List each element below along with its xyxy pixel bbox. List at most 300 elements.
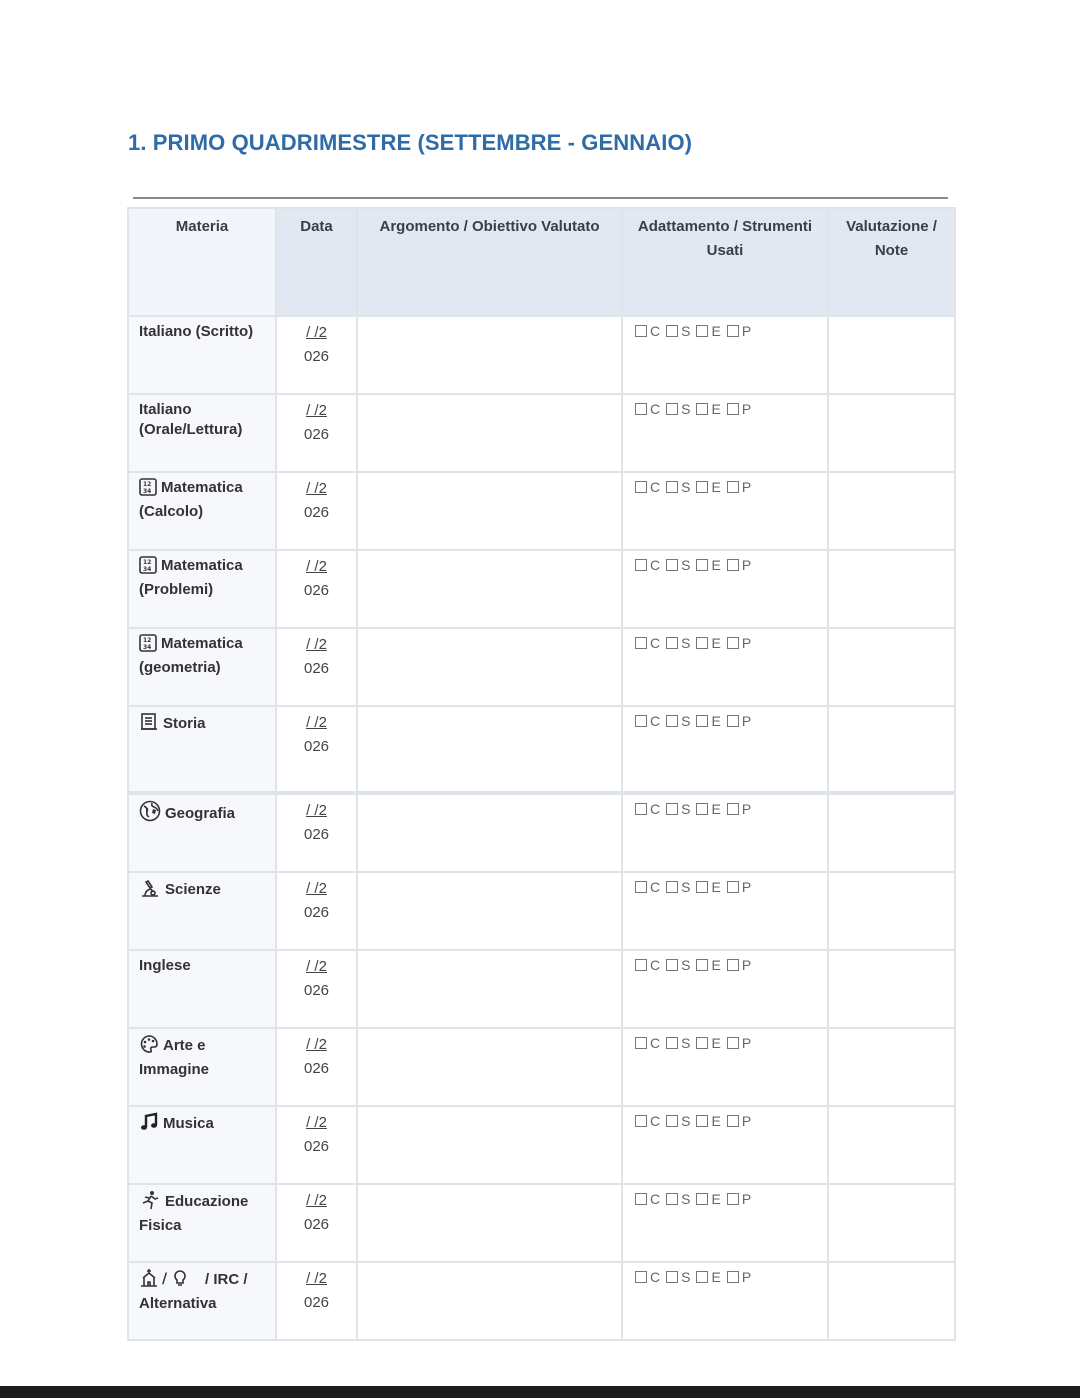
- option-label: P: [741, 479, 752, 495]
- checkbox-icon: [635, 1037, 647, 1049]
- subject-label: / IRC / Alternativa: [139, 1271, 248, 1312]
- table-row: [128, 950, 955, 1028]
- option-label: S: [681, 323, 691, 339]
- option-checkbox[interactable]: [666, 1269, 690, 1285]
- header-argomento: Argomento / Obiettivo Valutato: [357, 208, 622, 316]
- option-label: E: [711, 1269, 721, 1285]
- valutazione-cell[interactable]: [828, 872, 955, 950]
- option-label: C: [650, 1035, 661, 1051]
- option-label: C: [650, 635, 661, 651]
- checkbox-icon: [696, 1037, 708, 1049]
- checkbox-icon: [696, 325, 708, 337]
- checkbox-icon: [727, 481, 739, 493]
- checkbox-icon: [727, 715, 739, 727]
- option-checkbox[interactable]: [727, 1113, 751, 1129]
- option-label: S: [681, 1035, 691, 1051]
- valutazione-cell[interactable]: [828, 1028, 955, 1106]
- date-blank: / /2: [306, 636, 327, 653]
- svg-text:34: 34: [143, 644, 152, 651]
- option-label: C: [650, 557, 661, 573]
- valutazione-cell[interactable]: [828, 472, 955, 550]
- valutazione-cell[interactable]: [828, 793, 955, 872]
- date-cell[interactable]: [276, 628, 357, 706]
- checkbox-icon: [696, 715, 708, 727]
- option-label: E: [711, 713, 721, 729]
- option-label: P: [741, 401, 752, 417]
- adattamento-cell: [622, 950, 828, 1028]
- option-checkbox[interactable]: [635, 1113, 660, 1129]
- argomento-cell[interactable]: [357, 1184, 622, 1262]
- option-checkbox[interactable]: [635, 1035, 660, 1051]
- checkbox-icon: [696, 403, 708, 415]
- checkbox-icon: [666, 637, 678, 649]
- option-label: S: [681, 879, 691, 895]
- valutazione-cell[interactable]: [828, 1262, 955, 1340]
- option-label: P: [741, 557, 752, 573]
- date-blank: / /2: [306, 1192, 327, 1209]
- svg-text:34: 34: [143, 488, 152, 495]
- date-year-suffix: 026: [303, 738, 330, 755]
- option-checkbox[interactable]: [666, 479, 690, 495]
- adattamento-cell: [622, 1028, 828, 1106]
- microscope-icon: [139, 878, 161, 904]
- header-adattamento: Adattamento / Strumenti Usati: [622, 208, 828, 316]
- date-cell[interactable]: [276, 1262, 357, 1340]
- valutazione-cell[interactable]: [828, 706, 955, 793]
- option-label: P: [741, 713, 752, 729]
- option-checkbox[interactable]: [727, 557, 751, 573]
- option-checkbox[interactable]: [666, 1113, 690, 1129]
- date-cell[interactable]: [276, 472, 357, 550]
- option-label: P: [741, 323, 752, 339]
- runner-icon: [139, 1190, 161, 1216]
- option-checkbox[interactable]: [727, 801, 751, 817]
- table-row: [128, 1262, 955, 1340]
- date-cell[interactable]: [276, 394, 357, 472]
- checkbox-icon: [696, 1271, 708, 1283]
- option-checkbox[interactable]: [727, 401, 751, 417]
- option-label: E: [711, 401, 721, 417]
- option-label: E: [711, 1113, 721, 1129]
- argomento-cell[interactable]: [357, 394, 622, 472]
- table-body: [128, 316, 955, 1340]
- subject-label: Italiano (Orale/Lettura): [139, 401, 243, 438]
- option-checkbox[interactable]: [696, 635, 720, 651]
- svg-text:/: /: [162, 1271, 168, 1287]
- subject-cell: [128, 1106, 276, 1184]
- date-blank: / /2: [306, 1270, 327, 1287]
- date-year-suffix: 026: [303, 504, 330, 521]
- table-row: [128, 1106, 955, 1184]
- option-label: C: [650, 1191, 661, 1207]
- valutazione-cell[interactable]: [828, 550, 955, 628]
- argomento-cell[interactable]: [357, 793, 622, 872]
- checkbox-icon: [727, 959, 739, 971]
- option-label: S: [681, 479, 691, 495]
- option-label: P: [741, 1113, 752, 1129]
- date-cell[interactable]: [276, 793, 357, 872]
- option-checkbox[interactable]: [696, 323, 720, 339]
- option-label: P: [741, 879, 752, 895]
- option-label: P: [741, 801, 752, 817]
- checkbox-icon: [696, 637, 708, 649]
- option-label: E: [711, 879, 721, 895]
- checkbox-icon: [635, 325, 647, 337]
- option-label: P: [741, 1191, 752, 1207]
- subject-label: Educazione Fisica: [139, 1193, 249, 1234]
- checkbox-icon: [635, 637, 647, 649]
- checkbox-icon: [635, 1193, 647, 1205]
- option-checkbox[interactable]: [727, 323, 751, 339]
- argomento-cell[interactable]: [357, 316, 622, 394]
- table-row: [128, 472, 955, 550]
- option-checkbox[interactable]: [635, 713, 660, 729]
- adattamento-cell: [622, 793, 828, 872]
- checkbox-icon: [696, 481, 708, 493]
- checkbox-icon: [666, 715, 678, 727]
- checkbox-icon: [635, 715, 647, 727]
- date-blank: / /2: [306, 802, 327, 819]
- date-blank: / /2: [306, 714, 327, 731]
- table-row: [128, 706, 955, 793]
- valutazione-cell[interactable]: [828, 394, 955, 472]
- option-checkbox[interactable]: [727, 1035, 751, 1051]
- option-checkbox[interactable]: [666, 635, 690, 651]
- date-year-suffix: 026: [303, 826, 330, 843]
- option-label: S: [681, 1269, 691, 1285]
- table-row: [128, 1028, 955, 1106]
- checkbox-icon: [727, 1271, 739, 1283]
- date-cell[interactable]: [276, 872, 357, 950]
- checkbox-icon: [727, 1037, 739, 1049]
- date-year-suffix: 026: [303, 904, 330, 921]
- adattamento-cell: [622, 550, 828, 628]
- date-blank: / /2: [306, 1114, 327, 1131]
- option-label: E: [711, 323, 721, 339]
- argomento-cell[interactable]: [357, 550, 622, 628]
- argomento-cell[interactable]: [357, 706, 622, 793]
- option-checkbox[interactable]: [666, 1191, 690, 1207]
- option-label: S: [681, 557, 691, 573]
- table-row: [128, 394, 955, 472]
- date-year-suffix: 026: [303, 982, 330, 999]
- subject-cell: [128, 394, 276, 472]
- date-blank: / /2: [306, 958, 327, 975]
- option-label: C: [650, 401, 661, 417]
- subject-label: Geografia: [165, 805, 236, 822]
- option-checkbox[interactable]: [666, 957, 690, 973]
- date-cell[interactable]: [276, 950, 357, 1028]
- date-blank: / /2: [306, 558, 327, 575]
- option-label: C: [650, 1269, 661, 1285]
- option-checkbox[interactable]: [666, 879, 690, 895]
- option-label: E: [711, 635, 721, 651]
- adattamento-cell: [622, 1262, 828, 1340]
- page-title: 1. PRIMO QUADRIMESTRE (SETTEMBRE - GENNAIO): [128, 130, 693, 155]
- subject-label: Musica: [163, 1115, 214, 1132]
- option-checkbox[interactable]: [635, 1191, 660, 1207]
- option-checkbox[interactable]: [696, 1113, 720, 1129]
- checkbox-icon: [727, 325, 739, 337]
- checkbox-icon: [666, 1115, 678, 1127]
- adattamento-cell: [622, 1106, 828, 1184]
- checkbox-icon: [727, 403, 739, 415]
- subject-cell: [128, 472, 276, 550]
- option-label: C: [650, 1113, 661, 1129]
- checkbox-icon: [727, 637, 739, 649]
- svg-text:12: 12: [143, 637, 152, 644]
- argomento-cell[interactable]: [357, 472, 622, 550]
- subject-label: Inglese: [139, 957, 191, 974]
- checkbox-icon: [666, 881, 678, 893]
- checkbox-icon: [696, 881, 708, 893]
- option-label: C: [650, 713, 661, 729]
- subject-label: Scienze: [165, 881, 221, 898]
- option-label: S: [681, 713, 691, 729]
- subject-label: Italiano (Scritto): [139, 323, 254, 340]
- numbers-icon: [139, 556, 157, 580]
- title-divider: [133, 197, 948, 199]
- bottom-bar: [0, 1386, 1080, 1398]
- checkbox-icon: [666, 803, 678, 815]
- scroll-icon: [139, 712, 159, 738]
- checkbox-icon: [635, 1115, 647, 1127]
- date-blank: / /2: [306, 880, 327, 897]
- svg-text:34: 34: [143, 566, 152, 573]
- adattamento-cell: [622, 706, 828, 793]
- checkbox-icon: [696, 1193, 708, 1205]
- option-label: P: [741, 1269, 752, 1285]
- svg-text:12: 12: [143, 559, 152, 566]
- date-blank: / /2: [306, 1036, 327, 1053]
- checkbox-icon: [635, 803, 647, 815]
- valutazione-cell[interactable]: [828, 316, 955, 394]
- checkbox-icon: [635, 881, 647, 893]
- table-row: [128, 550, 955, 628]
- checkbox-icon: [635, 959, 647, 971]
- numbers-icon: [139, 478, 157, 502]
- subject-cell: [128, 793, 276, 872]
- checkbox-icon: [635, 559, 647, 571]
- option-checkbox[interactable]: [696, 557, 720, 573]
- checkbox-icon: [666, 559, 678, 571]
- table-row: [128, 1184, 955, 1262]
- svg-text:12: 12: [143, 481, 152, 488]
- adattamento-cell: [622, 472, 828, 550]
- option-checkbox[interactable]: [727, 635, 751, 651]
- option-checkbox[interactable]: [666, 801, 690, 817]
- date-cell[interactable]: [276, 1184, 357, 1262]
- option-checkbox[interactable]: [727, 479, 751, 495]
- option-checkbox[interactable]: [696, 879, 720, 895]
- option-checkbox[interactable]: [727, 713, 751, 729]
- table-row: [128, 628, 955, 706]
- option-label: S: [681, 401, 691, 417]
- option-checkbox[interactable]: [696, 713, 720, 729]
- date-year-suffix: 026: [303, 348, 330, 365]
- option-checkbox[interactable]: [635, 557, 660, 573]
- checkbox-icon: [666, 959, 678, 971]
- table-row: [128, 872, 955, 950]
- subject-label: Matematica (geometria): [139, 635, 243, 676]
- subject-cell: [128, 1262, 276, 1340]
- option-label: P: [741, 1035, 752, 1051]
- subject-cell: [128, 950, 276, 1028]
- subject-label: Matematica (Problemi): [139, 557, 243, 598]
- adattamento-cell: [622, 1184, 828, 1262]
- option-checkbox[interactable]: [635, 323, 660, 339]
- option-label: E: [711, 1191, 721, 1207]
- date-year-suffix: 026: [303, 582, 330, 599]
- option-label: S: [681, 801, 691, 817]
- checkbox-icon: [696, 959, 708, 971]
- checkbox-icon: [666, 325, 678, 337]
- valutazione-cell[interactable]: [828, 1184, 955, 1262]
- date-cell[interactable]: [276, 550, 357, 628]
- subject-label: Arte e Immagine: [139, 1037, 210, 1078]
- checkbox-icon: [696, 559, 708, 571]
- date-year-suffix: 026: [303, 660, 330, 677]
- option-label: S: [681, 1191, 691, 1207]
- date-cell[interactable]: [276, 1028, 357, 1106]
- option-checkbox[interactable]: [635, 635, 660, 651]
- adattamento-cell: [622, 316, 828, 394]
- checkbox-icon: [696, 1115, 708, 1127]
- checkbox-icon: [727, 803, 739, 815]
- argomento-cell[interactable]: [357, 1028, 622, 1106]
- date-blank: / /2: [306, 324, 327, 341]
- option-checkbox[interactable]: [635, 957, 660, 973]
- date-year-suffix: 026: [303, 1216, 330, 1233]
- checkbox-icon: [635, 1271, 647, 1283]
- option-label: S: [681, 635, 691, 651]
- option-label: C: [650, 801, 661, 817]
- evaluation-table: [127, 207, 956, 1341]
- palette-icon: [139, 1034, 159, 1060]
- adattamento-cell: [622, 872, 828, 950]
- option-checkbox[interactable]: [696, 401, 720, 417]
- option-checkbox[interactable]: [696, 957, 720, 973]
- table-row: [128, 793, 955, 872]
- argomento-cell[interactable]: [357, 1262, 622, 1340]
- date-blank: / /2: [306, 402, 327, 419]
- option-label: S: [681, 1113, 691, 1129]
- argomento-cell[interactable]: [357, 1106, 622, 1184]
- option-label: C: [650, 323, 661, 339]
- option-label: E: [711, 801, 721, 817]
- checkbox-icon: [666, 403, 678, 415]
- checkbox-icon: [635, 403, 647, 415]
- checkbox-icon: [666, 1037, 678, 1049]
- checkbox-icon: [635, 481, 647, 493]
- numbers-icon: [139, 634, 157, 658]
- checkbox-icon: [727, 1115, 739, 1127]
- checkbox-icon: [727, 559, 739, 571]
- subject-cell: [128, 1184, 276, 1262]
- music-note-icon: [139, 1112, 159, 1138]
- option-label: E: [711, 1035, 721, 1051]
- subject-label: Storia: [163, 715, 206, 732]
- option-checkbox[interactable]: [666, 1035, 690, 1051]
- subject-label: Matematica (Calcolo): [139, 479, 243, 520]
- header-data: Data: [276, 208, 357, 316]
- header-valutazione: Valutazione / Note: [828, 208, 955, 316]
- argomento-cell[interactable]: [357, 628, 622, 706]
- option-checkbox[interactable]: [727, 1191, 751, 1207]
- option-checkbox[interactable]: [727, 879, 751, 895]
- valutazione-cell[interactable]: [828, 950, 955, 1028]
- checkbox-icon: [666, 1271, 678, 1283]
- subject-cell: [128, 872, 276, 950]
- option-label: C: [650, 879, 661, 895]
- globe-icon: [139, 800, 161, 828]
- option-checkbox[interactable]: [635, 801, 660, 817]
- checkbox-icon: [666, 481, 678, 493]
- subject-cell: [128, 550, 276, 628]
- argomento-cell[interactable]: [357, 872, 622, 950]
- adattamento-cell: [622, 394, 828, 472]
- date-year-suffix: 026: [303, 1138, 330, 1155]
- adattamento-cell: [622, 628, 828, 706]
- option-checkbox[interactable]: [635, 401, 660, 417]
- option-checkbox[interactable]: [696, 479, 720, 495]
- subject-cell: [128, 1028, 276, 1106]
- option-checkbox[interactable]: [727, 1269, 751, 1285]
- header-materia: Materia: [128, 208, 276, 316]
- option-checkbox[interactable]: [696, 1035, 720, 1051]
- option-checkbox[interactable]: [696, 801, 720, 817]
- option-label: E: [711, 957, 721, 973]
- option-label: P: [741, 957, 752, 973]
- date-year-suffix: 026: [303, 426, 330, 443]
- option-label: C: [650, 479, 661, 495]
- option-label: S: [681, 957, 691, 973]
- option-checkbox[interactable]: [696, 1269, 720, 1285]
- option-label: P: [741, 635, 752, 651]
- subject-cell: [128, 628, 276, 706]
- option-label: C: [650, 957, 661, 973]
- subject-cell: [128, 706, 276, 793]
- date-blank: / /2: [306, 480, 327, 497]
- date-cell[interactable]: [276, 316, 357, 394]
- checkbox-icon: [696, 803, 708, 815]
- church-and-bulb-icon: [139, 1268, 201, 1294]
- option-checkbox[interactable]: [696, 1191, 720, 1207]
- option-checkbox[interactable]: [635, 479, 660, 495]
- option-label: E: [711, 479, 721, 495]
- date-cell[interactable]: [276, 1106, 357, 1184]
- option-checkbox[interactable]: [635, 1269, 660, 1285]
- option-checkbox[interactable]: [666, 323, 690, 339]
- table-row: [128, 316, 955, 394]
- argomento-cell[interactable]: [357, 950, 622, 1028]
- option-checkbox[interactable]: [666, 713, 690, 729]
- date-year-suffix: 026: [303, 1060, 330, 1077]
- option-label: E: [711, 557, 721, 573]
- valutazione-cell[interactable]: [828, 628, 955, 706]
- checkbox-icon: [727, 1193, 739, 1205]
- subject-cell: [128, 316, 276, 394]
- option-checkbox[interactable]: [727, 957, 751, 973]
- option-checkbox[interactable]: [666, 401, 690, 417]
- checkbox-icon: [727, 881, 739, 893]
- valutazione-cell[interactable]: [828, 1106, 955, 1184]
- option-checkbox[interactable]: [635, 879, 660, 895]
- date-cell[interactable]: [276, 706, 357, 793]
- option-checkbox[interactable]: [666, 557, 690, 573]
- checkbox-icon: [666, 1193, 678, 1205]
- date-year-suffix: 026: [303, 1294, 330, 1311]
